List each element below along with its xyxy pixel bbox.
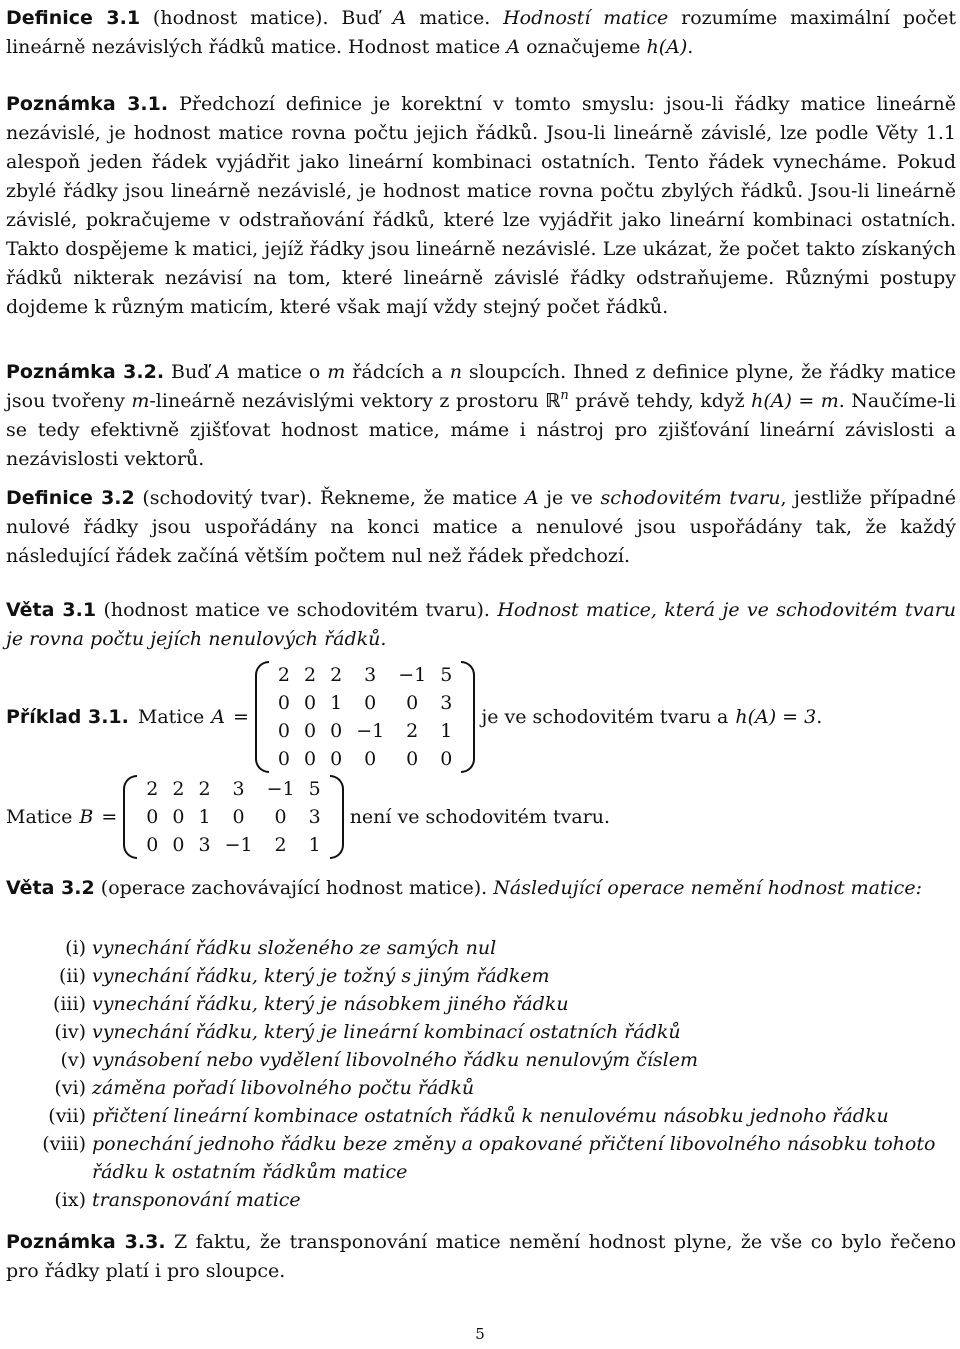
- matrix-cell: 0: [406, 748, 419, 770]
- matrix-cell: 3: [198, 834, 211, 856]
- matrix-cell: 2: [172, 778, 185, 800]
- matrix-row: [271, 689, 459, 717]
- remark-3-3: [6, 1228, 956, 1286]
- matrix-cell: 0: [146, 806, 159, 828]
- list-item: [6, 934, 956, 962]
- definition-3-1: Definice 3.1 (hodnost matice). Buď A matice. Hodností matice rozumíme maximální počet lineárně nezávislých řádků matice. Hodnost matice A označujeme h(A).: [6, 7, 956, 58]
- matrix-cell: 0: [232, 806, 245, 828]
- matrix-cell: 2: [274, 834, 287, 856]
- matrix-cell: 0: [406, 692, 419, 714]
- definition-label: Definice 3.2: [6, 487, 135, 509]
- matrix-cell: 3: [364, 664, 377, 686]
- math-expr: h(A) = 3: [735, 705, 817, 728]
- example-label: Příklad 3.1.: [6, 705, 129, 728]
- matrix-cell: −1: [398, 664, 427, 686]
- right-paren: [330, 775, 344, 859]
- example-3-1-matrix-b: Matice B = 2 2 2 3 −1 5 0 0 1 0 0 3 0 0 3 −1 2 1 není ve schodovitém tvaru.: [6, 774, 610, 860]
- matrix-cell: 2: [146, 778, 159, 800]
- list-item-text: transponování matice: [92, 1189, 301, 1211]
- matrix-cell: 0: [330, 720, 343, 742]
- matrix-cell: 0: [274, 806, 287, 828]
- matrix-cell: −1: [266, 778, 295, 800]
- remark-3-2: Poznámka 3.2. Buď A matice o m řádcích a n sloupcích. Ihned z definice plyne, že řádky matice jsou tvořeny m-lineárně nezávislými vektory z prostoru ℝ$^n$ právě tehdy, když h(A) = m. Naučíme-li se tedy efektivně zjišťovat hodnost matice, máme i nástroj pro zjišťování lineární závislosti a nezávislosti vektorů.: [6, 361, 957, 470]
- remark-label: Poznámka 3.1.: [6, 93, 169, 115]
- matrix-cell: 5: [440, 664, 453, 686]
- left-paren: [255, 661, 269, 773]
- theorem-statement: Hodnost matice, která je ve schodovitém tvaru je rovna počtu jejích nenulových řádků.: [6, 599, 957, 650]
- list-item-number: (viii): [42, 1133, 86, 1155]
- list-item: [6, 1130, 956, 1186]
- matrix-cell: 1: [308, 834, 321, 856]
- list-item-number: (ix): [54, 1189, 86, 1211]
- matrix-cell: 2: [304, 664, 317, 686]
- list-item: [6, 990, 956, 1018]
- matrix-cell: 1: [330, 692, 343, 714]
- remark-label: Poznámka 3.2.: [6, 361, 165, 383]
- matrix-cell: 0: [304, 748, 317, 770]
- theorem-title: (operace zachovávající hodnost matice).: [100, 877, 488, 899]
- list-item-number: (vi): [54, 1077, 86, 1099]
- matrix-cell: 0: [304, 692, 317, 714]
- matrix-row: [271, 745, 459, 773]
- theorem-3-2: [6, 874, 956, 903]
- matrix-a-table: [271, 661, 459, 773]
- list-item-text: vynechání řádku, který je tožný s jiným řádkem: [92, 965, 550, 987]
- real-numbers-symbol: ℝ: [545, 390, 561, 412]
- list-item: [6, 1046, 956, 1074]
- list-item: [6, 1018, 956, 1046]
- remark-text: Předchozí definice je korektní v tomto smyslu: jsou-li řádky matice lineárně nezávislé, je hodnost matice rovna počtu jejich řádků. Jsou-li lineárně závislé, lze podle Věty 1.1 alespoň jeden řádek vyjádřit jako lineární kombinaci ostatních. Tento řádek vynecháme. Pokud zbylé řádky jsou lineárně nezávislé, je hodnost matice rovna počtu zbylých řádků. Jsou-li lineárně závislé, pokračujeme v odstraňování řádků, které lze vyjádřit jako lineární kombinaci ostatních. Takto dospějeme k matici, jejíž řádky jsou lineárně nezávislé. Lze ukázat, že počet takto získaných řádků nikterak nezávisí na tom, které lineárně závislé řádky odstraňujeme. Různými postupy dojdeme k různým maticím, které však mají vždy stejný počet řádků.: [6, 93, 956, 318]
- matrix-row: [139, 803, 327, 831]
- defined-term: schodovitém tvaru: [600, 487, 781, 509]
- matrix-cell: 0: [330, 748, 343, 770]
- operations-list: [6, 934, 956, 1214]
- list-item-text: přičtení lineární kombinace ostatních řádků k nenulovému násobku jednoho řádku: [92, 1105, 889, 1127]
- matrix-cell: 2: [198, 778, 211, 800]
- matrix-cell: 3: [440, 692, 453, 714]
- theorem-title: (hodnost matice ve schodovitém tvaru).: [103, 599, 490, 621]
- matrix-b-table: [139, 775, 327, 859]
- matrix-cell: 0: [146, 834, 159, 856]
- matrix-cell: 0: [277, 692, 291, 714]
- list-item: [6, 1186, 956, 1214]
- list-item-text: ponechání jednoho řádku beze změny a opakované přičtení libovolného násobku tohoto řádku k ostatním řádkům matice: [92, 1133, 936, 1183]
- matrix-row: [271, 717, 459, 745]
- matrix-cell: 0: [364, 692, 377, 714]
- matrix-cell: 0: [364, 748, 377, 770]
- math-var: A: [392, 7, 407, 29]
- list-item-text: vynechání řádku, který je lineární kombinací ostatních řádků: [92, 1021, 681, 1043]
- list-item-number: (vii): [48, 1105, 86, 1127]
- list-item: [6, 962, 956, 990]
- list-item: [6, 1102, 956, 1130]
- matrix-row: [271, 661, 459, 689]
- matrix-b: [123, 775, 343, 859]
- remark-label: Poznámka 3.3.: [6, 1231, 166, 1253]
- matrix-cell: −1: [224, 834, 253, 856]
- matrix-cell: 0: [277, 748, 291, 770]
- definition-title: (schodovitý tvar).: [142, 487, 313, 509]
- page-number: 5: [475, 1325, 485, 1343]
- definition-3-2: Definice 3.2 (schodovitý tvar). Řekneme, že matice A je ve schodovitém tvaru, jestliže případné nulové řádky jsou uspořádány na konci matice a nenulové jsou uspořádány tak, že každý následující řádek začíná větším počtem nul než řádek předchozí.: [6, 487, 957, 567]
- matrix-cell: 0: [277, 720, 291, 742]
- matrix-cell: 2: [277, 664, 291, 686]
- matrix-cell: 2: [406, 720, 419, 742]
- matrix-cell: 0: [172, 834, 185, 856]
- list-item-number: (ii): [59, 965, 86, 987]
- theorem-label: Věta 3.2: [6, 877, 95, 899]
- matrix-row: [139, 775, 327, 803]
- matrix-row: [139, 831, 327, 859]
- matrix-cell: 2: [330, 664, 343, 686]
- list-item-text: vynechání řádku, který je násobkem jiného řádku: [92, 993, 569, 1015]
- math-expr: h(A) = m: [751, 390, 839, 412]
- matrix-a: [255, 661, 475, 773]
- list-item-number: (iii): [52, 993, 86, 1015]
- list-item-text: záměna pořadí libovolného počtu řádků: [92, 1077, 475, 1099]
- matrix-cell: 3: [308, 806, 321, 828]
- example-3-1-matrix-a: Příklad 3.1. Matice A = 2 2 2 3 −1 5 0 0 1 0 0 3 0 0 0 −1 2 1 0 0 0 0 0 0 je ve schodovitém tvaru a h(A) = 3 .: [6, 660, 822, 774]
- matrix-cell: 0: [440, 748, 453, 770]
- matrix-cell: 0: [304, 720, 317, 742]
- matrix-cell: 5: [308, 778, 321, 800]
- left-paren: [123, 775, 137, 859]
- definition-label: Definice 3.1: [6, 7, 141, 29]
- list-item-number: (i): [65, 937, 86, 959]
- theorem-statement: Následující operace nemění hodnost matice:: [493, 877, 922, 899]
- list-item-number: (v): [60, 1049, 86, 1071]
- matrix-cell: 1: [198, 806, 211, 828]
- list-item-text: vynásobení nebo vydělení libovolného řádku nenulovým číslem: [92, 1049, 699, 1071]
- list-item-number: (iv): [54, 1021, 86, 1043]
- matrix-cell: −1: [356, 720, 385, 742]
- matrix-cell: 1: [440, 720, 453, 742]
- definition-title: (hodnost matice).: [152, 7, 329, 29]
- theorem-label: Věta 3.1: [6, 599, 97, 621]
- remark-3-1: [6, 90, 956, 322]
- list-item-text: vynechání řádku složeného ze samých nul: [92, 937, 497, 959]
- matrix-cell: 0: [172, 806, 185, 828]
- math-expr: h(A): [646, 36, 688, 58]
- defined-term: Hodností matice: [503, 7, 669, 29]
- remark-text: Z faktu, že transponování matice nemění hodnost plyne, že vše co bylo řečeno pro řádky platí i pro sloupce.: [6, 1231, 957, 1282]
- list-item: [6, 1074, 956, 1102]
- theorem-3-1: [6, 596, 956, 654]
- matrix-cell: 3: [232, 778, 245, 800]
- right-paren: [461, 661, 475, 773]
- math-var: A: [506, 36, 521, 58]
